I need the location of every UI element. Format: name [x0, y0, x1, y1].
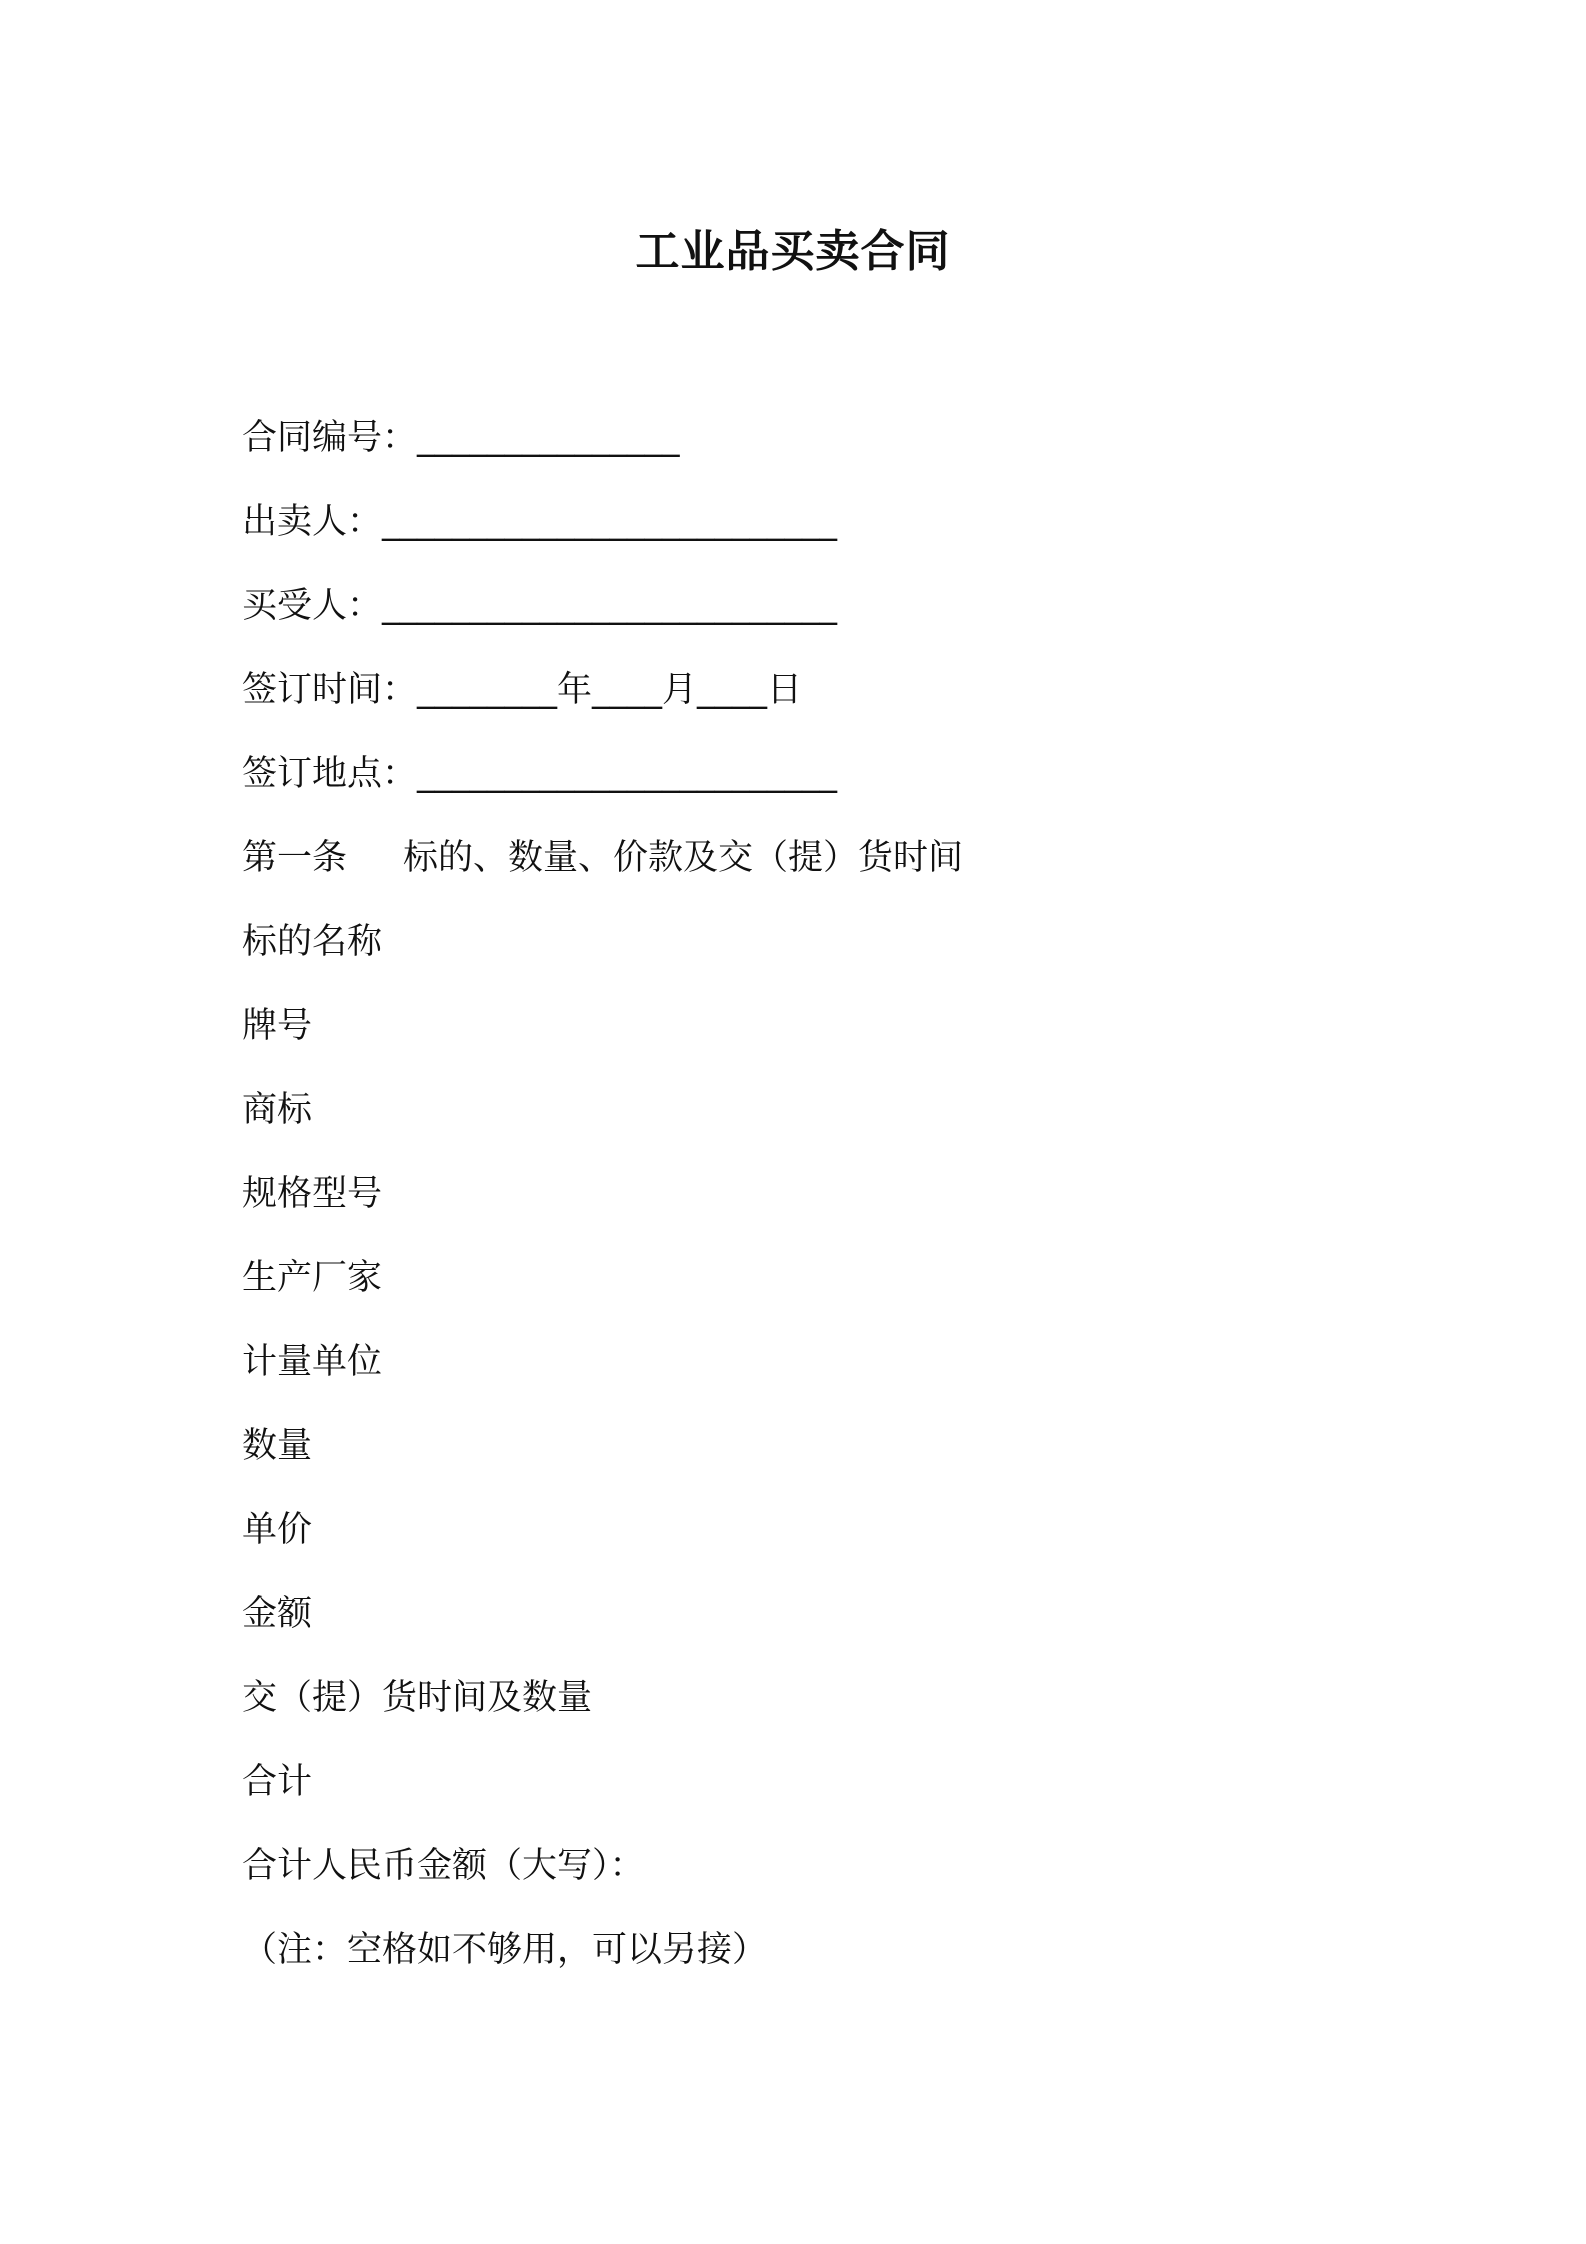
buyer-line [242, 582, 837, 630]
seller-line [242, 498, 837, 546]
year-blank: ________ [417, 670, 558, 710]
month-text: 月 [662, 670, 698, 710]
contract-number-line [242, 414, 680, 462]
list-item: 单价 [242, 1510, 313, 1550]
list-item: 商标 [242, 1090, 313, 1130]
signing-place-label: 签订地点： [242, 754, 418, 794]
contract-number-label: 合同编号： [242, 418, 418, 458]
buyer-label: 买受人： [242, 586, 383, 626]
list-item: 计量单位 [242, 1342, 383, 1382]
buyer-blank: __________________________ [382, 586, 838, 626]
day-blank: ____ [697, 670, 768, 710]
article-one-heading [242, 834, 963, 882]
list-item: 生产厂家 [242, 1258, 383, 1298]
list-item: 交（提）货时间及数量 [242, 1678, 593, 1718]
signing-place-blank: ________________________ [417, 754, 838, 794]
day-text: 日 [767, 670, 803, 710]
seller-blank: __________________________ [382, 502, 838, 542]
signing-place-line [242, 750, 837, 798]
list-item: 合计 [242, 1762, 313, 1802]
footnote: （注：空格如不够用，可以另接） [242, 1930, 768, 1970]
list-item: 标的名称 [242, 922, 383, 962]
seller-label: 出卖人： [242, 502, 383, 542]
list-item: 规格型号 [242, 1174, 383, 1214]
signing-date-line [242, 666, 802, 714]
list-item: 数量 [242, 1426, 313, 1466]
signing-date-label: 签订时间： [242, 670, 418, 710]
article-one-number: 第一条 [242, 838, 348, 878]
document-title: 工业品买卖合同 [635, 226, 951, 277]
month-blank: ____ [592, 670, 663, 710]
list-item: 合计人民币金额（大写）： [242, 1846, 645, 1886]
contract-number-blank: _______________ [417, 418, 680, 458]
list-item: 牌号 [242, 1006, 313, 1046]
year-text: 年 [557, 670, 593, 710]
article-one-title: 标的、数量、价款及交（提）货时间 [403, 838, 964, 878]
list-item: 金额 [242, 1594, 313, 1634]
